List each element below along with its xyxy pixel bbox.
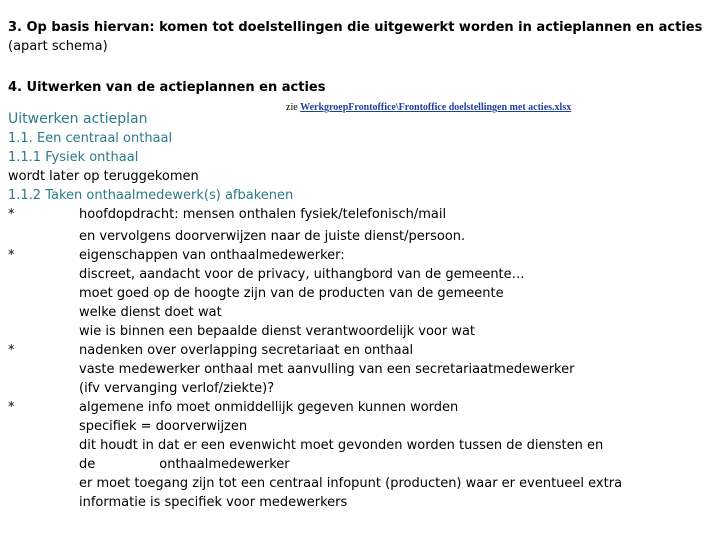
reference-link[interactable]: WerkgroepFrontoffice\Frontoffice doelstellingen met acties.xlsx [300,102,572,113]
bullet-4-line-4 [79,455,290,474]
bullet-1-line-1: hoofdopdracht: mensen onthalen fysiek/telefonisch/mail [79,207,447,222]
plan-item-1-1-1-note: wordt later op teruggekomen [8,169,199,184]
reference-line [286,97,571,116]
bullet-4-line-4-b: onthaalmedewerker [159,457,290,472]
bullet-3-line-2: vaste medewerker onthaal met aanvulling van een secretariaatmedewerker [79,362,575,377]
bullet-4-line-5: er moet toegang zijn tot een centraal infopunt (producten) waar er eventueel extra [79,476,623,491]
section-3-title: 3. Op basis hiervan: komen tot doelstellingen die uitgewerkt worden in actieplannen en acties [8,20,703,35]
bullet-marker: * [8,343,15,358]
bullet-4-line-1: algemene info moet onmiddellijk gegeven kunnen worden [79,400,459,415]
plan-item-1-1: 1.1. Een centraal onthaal [8,131,173,146]
bullet-3-line-1: nadenken over overlapping secretariaat en onthaal [79,343,414,358]
plan-item-1-1-2: 1.1.2 Taken onthaalmedewerk(s) afbakenen [8,188,294,203]
bullet-4-line-3: dit houdt in dat er een evenwicht moet gevonden worden tussen de diensten en [79,438,604,453]
bullet-4-line-4-a: de [79,457,96,472]
plan-item-1-1-1: 1.1.1 Fysiek onthaal [8,150,139,165]
bullet-marker: * [8,400,15,415]
bullet-marker: * [8,207,15,222]
section-3-subtitle: (apart schema) [8,39,108,54]
reference-prefix: zie [286,102,301,113]
bullet-3-line-3: (ifv vervanging verlof/ziekte)? [79,381,275,396]
bullet-marker: * [8,248,15,263]
bullet-4-line-6: informatie is specifiek voor medewerkers [79,495,348,510]
plan-heading: Uitwerken actieplan [8,111,148,127]
bullet-1-line-2: en vervolgens doorverwijzen naar de juiste dienst/persoon. [79,229,466,244]
bullet-2-line-3: moet goed op de hoogte zijn van de producten van de gemeente [79,286,504,301]
bullet-2-line-5: wie is binnen een bepaalde dienst verantwoordelijk voor wat [79,324,476,339]
bullet-2-line-4: welke dienst doet wat [79,305,222,320]
bullet-2-line-1: eigenschappen van onthaalmedewerker: [79,248,345,263]
bullet-4-line-2: specifiek = doorverwijzen [79,419,248,434]
bullet-2-line-2: discreet, aandacht voor de privacy, uithangbord van de gemeente… [79,267,525,282]
section-4-title: 4. Uitwerken van de actieplannen en acties [8,80,326,95]
